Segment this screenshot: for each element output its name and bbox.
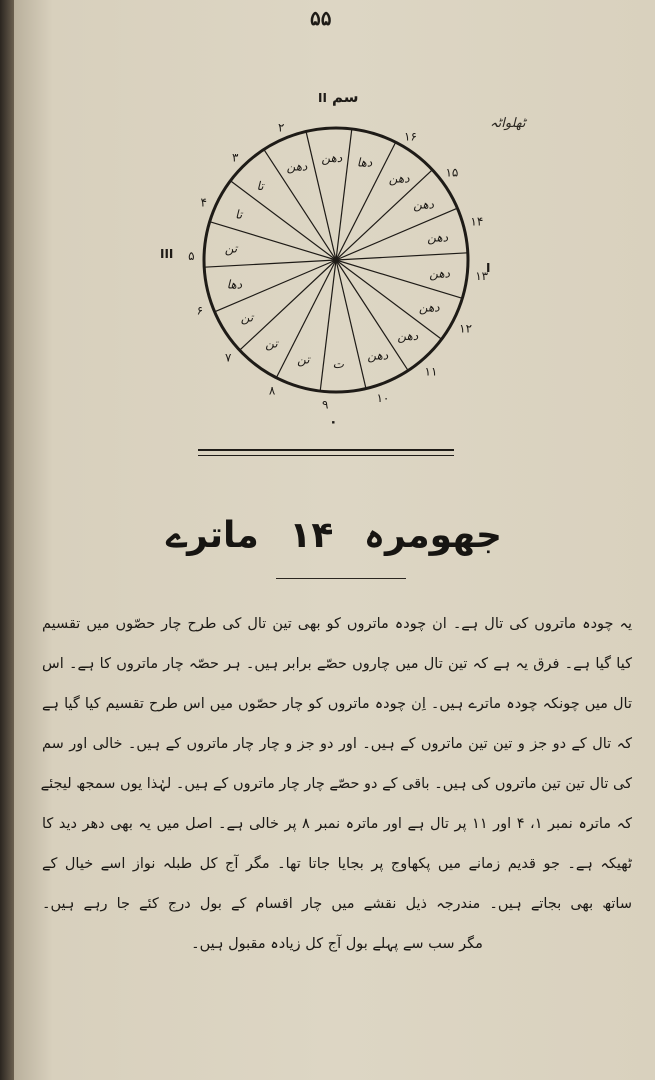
bol-label: تن xyxy=(240,310,254,325)
bottom-number: ۰ xyxy=(329,414,338,430)
outer-number: ۱۵ xyxy=(445,165,459,180)
outer-number: ۱۶ xyxy=(404,129,417,144)
body-line: تال میں چونکہ چودہ ماترے ہیں۔ اِن چودہ ماتروں کو چار حصّوں میں اس طرح تقسیم کیا گیا ہے xyxy=(42,696,632,712)
outer-number: ۹ xyxy=(321,397,329,412)
bol-label: دھن xyxy=(418,300,440,315)
body-line: کہ ماترہ نمبر ۱، ۴ اور ۱۱ پر تال ہے اور ماترہ نمبر ۸ پر خالی ہے۔ اصل میں یہ بھی دھر دید کا xyxy=(42,816,632,832)
body-line: کی تال تین تین ماتروں کی ہیں۔ باقی کے دو حصّے چار چار ماتروں کے ہیں۔ لہٰذا یوں سمجھ لیجئے xyxy=(40,776,632,792)
circle-spoke xyxy=(336,129,352,260)
circle-spoke xyxy=(320,260,336,391)
roman-one: I xyxy=(486,261,491,275)
outer-number: ۱۲ xyxy=(459,321,473,336)
circle-spoke xyxy=(204,260,336,267)
body-line: کہ تال کے دو جز و تین تین ماتروں کے ہیں۔ اور دو جز و چار چار ماتروں کے ہیں۔ خالی اور سم xyxy=(42,736,632,752)
bol-label: دھن xyxy=(388,171,410,186)
sam-label: سم xyxy=(332,88,359,106)
outer-number: ۶ xyxy=(196,303,204,318)
bol-label: دھن xyxy=(321,151,343,166)
body-line: ساتھ بھی بجاتے ہیں۔ مندرجہ ذیل نقشے میں چار اقسام کے بول درج کئے جا رہے ہیں۔ xyxy=(42,896,632,912)
circle-spoke xyxy=(240,260,336,350)
outer-number: ۱۰ xyxy=(376,390,390,405)
circle-spoke xyxy=(336,253,468,260)
outer-number: ۲ xyxy=(278,120,285,135)
roman-three: III xyxy=(160,247,174,261)
bol-label: دھا xyxy=(226,277,243,292)
bol-label: دھن xyxy=(429,266,451,281)
bol-label: دھا xyxy=(356,155,373,170)
bol-label: دھن xyxy=(286,159,308,174)
outer-number: ۵ xyxy=(188,248,195,263)
bol-label: تن xyxy=(297,352,310,367)
bol-label: تا xyxy=(256,178,264,193)
heading-word: ماترے xyxy=(166,515,259,556)
outer-number: ۳ xyxy=(231,150,239,165)
body-line: ٹھیکہ ہے۔ جو قدیم زمانے میں پکھاوج پر بجایا جاتا تھا۔ مگر آج کل طبلہ نواز اسے خیال کے xyxy=(42,856,632,872)
tala-heading xyxy=(164,515,504,556)
body-line: یہ چودہ ماتروں کی تال ہے۔ ان چودہ ماتروں کو بھی تین تال کی طرح چار حصّوں میں تقسیم xyxy=(42,616,632,632)
body-line: کیا گیا ہے۔ فرق یہ ہے کہ تین تال میں چاروں حصّے برابر ہیں۔ ہر حصّہ چار ماتروں کا ہے۔ اس xyxy=(42,656,632,672)
outer-number: ۱۳ xyxy=(475,269,489,284)
bol-label: تن xyxy=(265,336,278,351)
page-number: ۵۵ xyxy=(310,6,332,30)
outer-number: ۴ xyxy=(200,195,207,210)
book-spine xyxy=(0,0,14,1080)
outer-number: ۱۴ xyxy=(470,214,484,229)
tala-circle-diagram xyxy=(160,80,494,430)
bol-label: دھن xyxy=(427,230,449,245)
bol-label: تا xyxy=(235,207,243,222)
bol-label: دھن xyxy=(397,329,419,344)
roman-two: II xyxy=(318,91,327,105)
side-note: ٹھلواٹہ xyxy=(490,116,526,131)
book-page xyxy=(14,0,655,1080)
body-line: مگر سب سے پہلے بول آج کل زیادہ مقبول ہیں۔ xyxy=(191,936,483,952)
circle-spokes xyxy=(204,129,468,391)
bol-label: دھن xyxy=(367,348,389,363)
outer-number: ۸ xyxy=(268,383,276,398)
circle-spoke xyxy=(336,170,435,260)
heading-number: ۱۴ xyxy=(289,515,334,556)
bol-label: دھن xyxy=(413,197,435,212)
section-rule-thick xyxy=(198,449,454,451)
heading-title: جھومرہ xyxy=(363,515,502,556)
heading-underline xyxy=(276,578,406,579)
bol-label: تن xyxy=(224,241,238,256)
body-paragraph xyxy=(42,604,632,964)
section-rule-thin xyxy=(198,455,454,456)
outer-number: ۷ xyxy=(224,350,232,365)
outer-number: ۱۱ xyxy=(424,364,438,379)
bol-label: ت xyxy=(332,356,344,371)
